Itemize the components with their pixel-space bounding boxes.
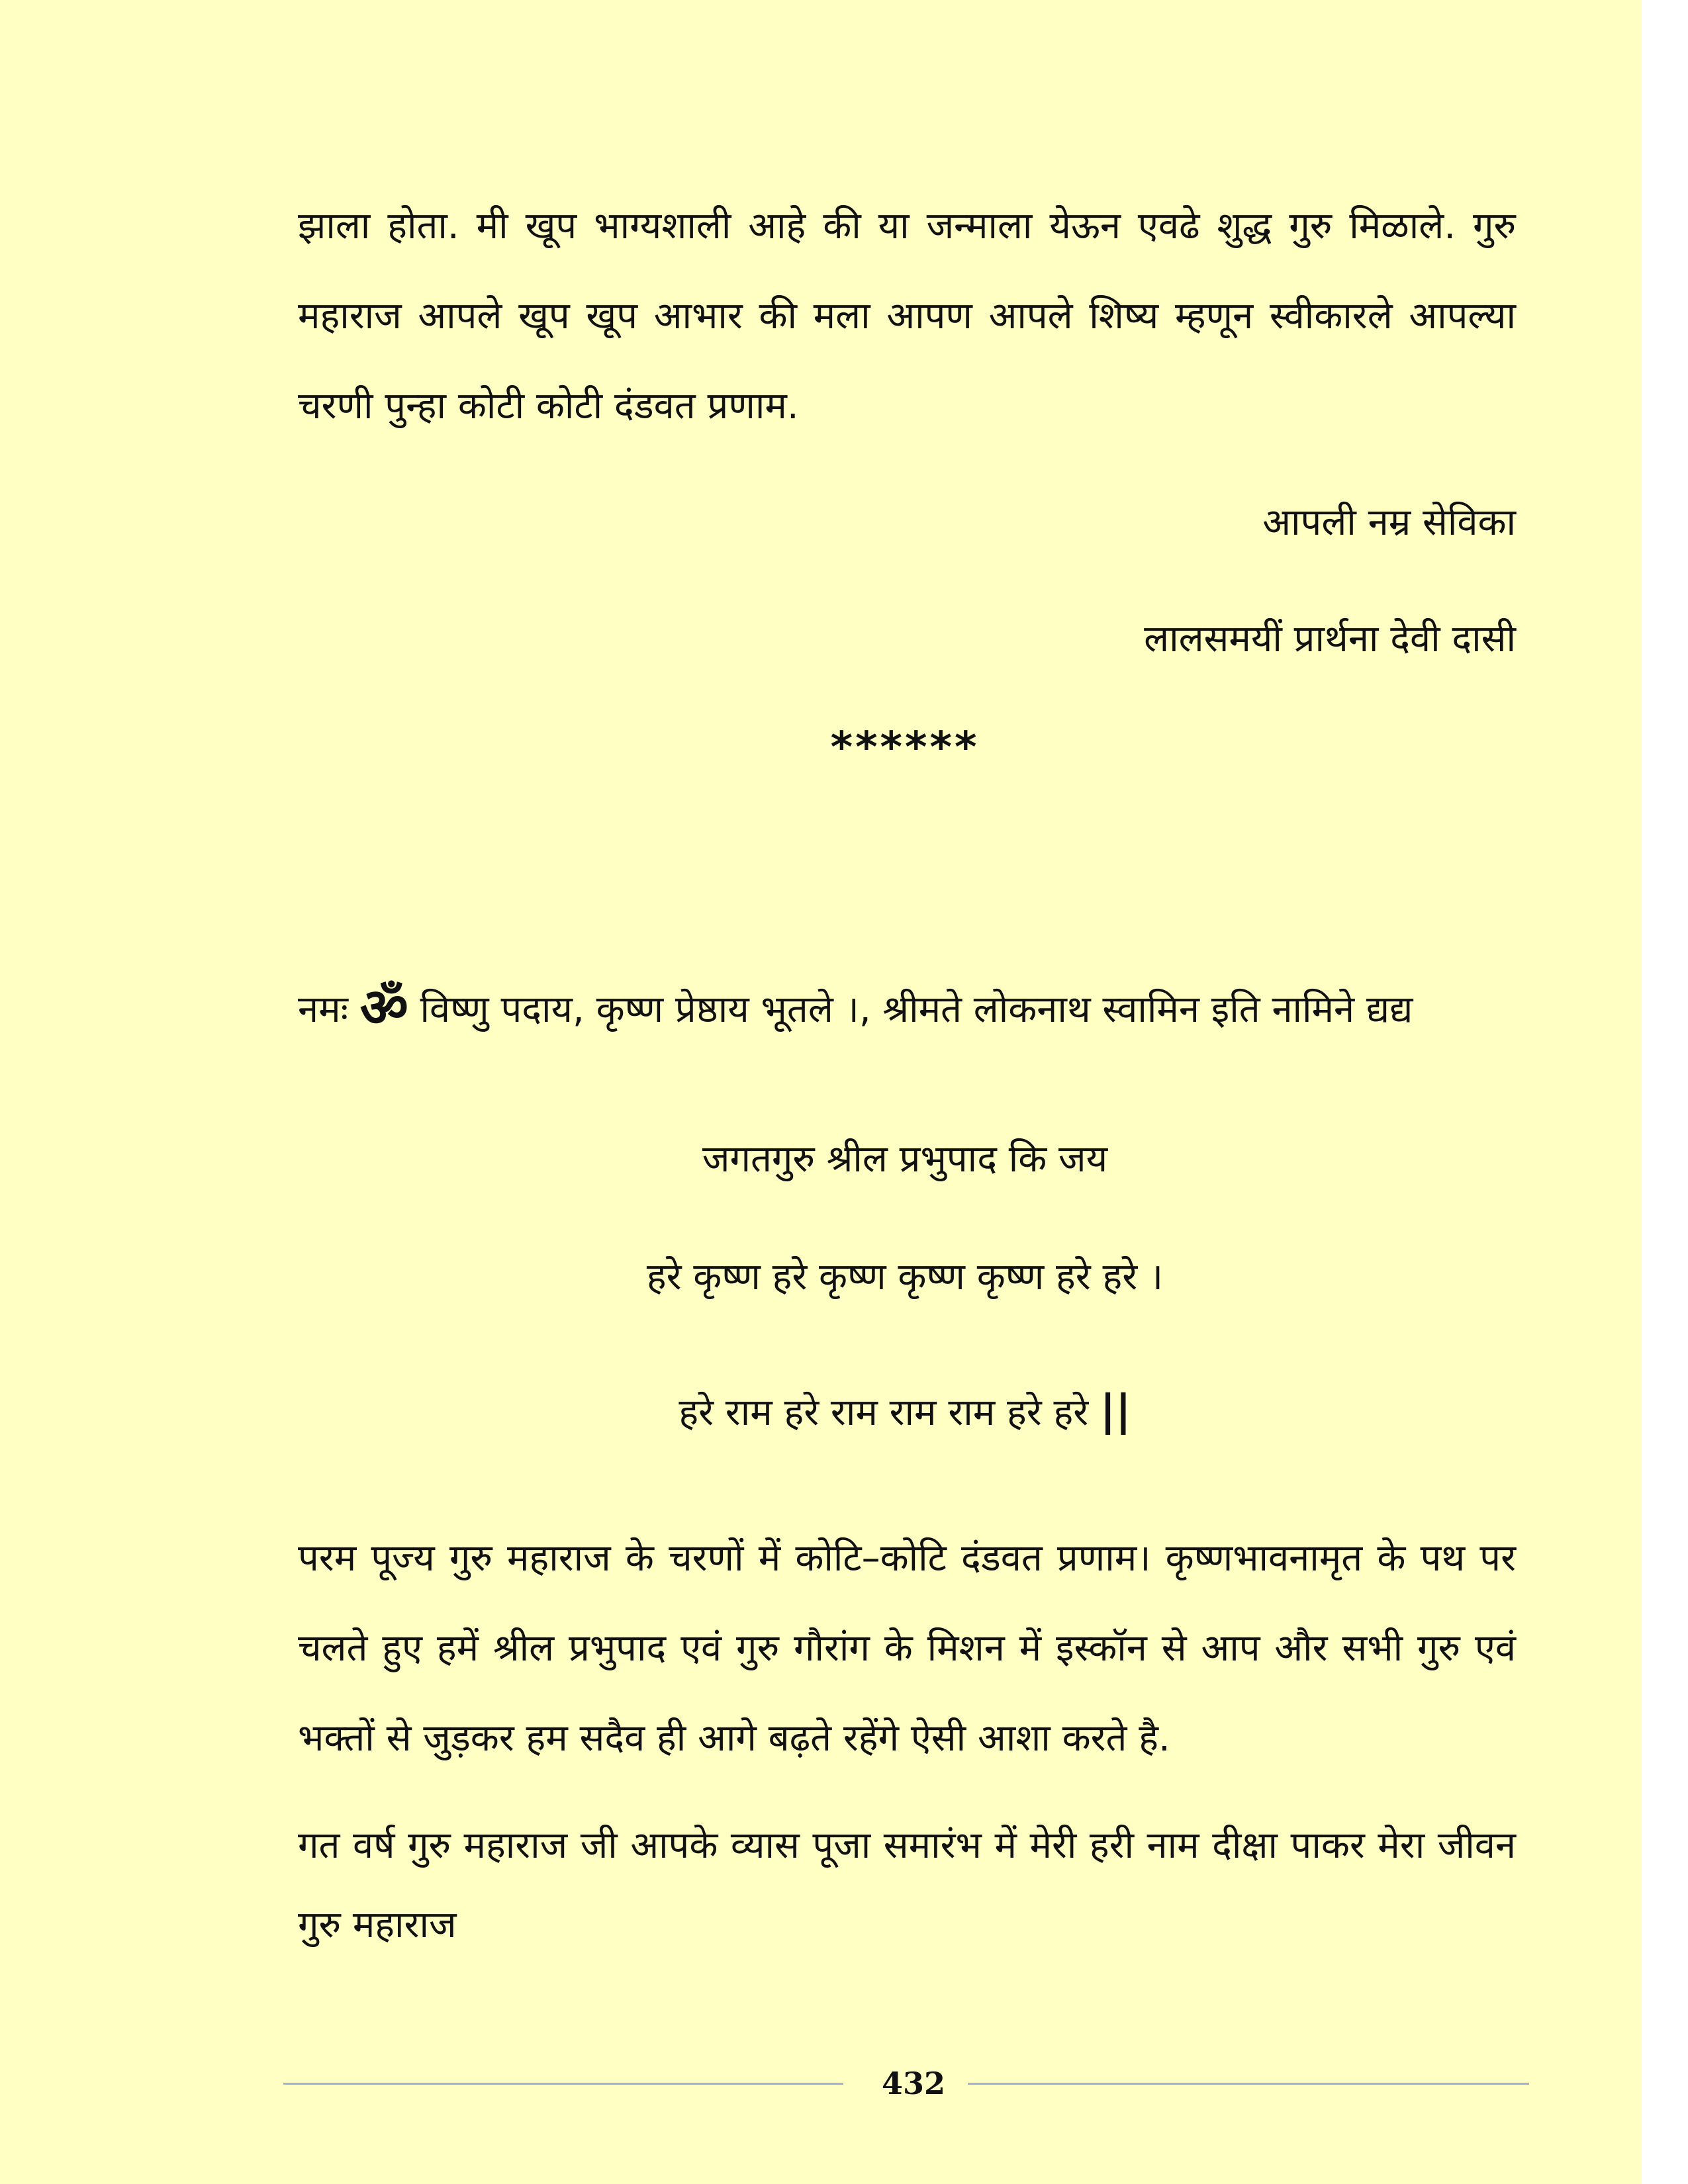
chant-line-1: जगतगुरु श्रील प्रभुपाद कि जय (702, 1138, 1108, 1181)
page-number: 432 (881, 2066, 946, 2101)
invocation-prefix: नमः (298, 988, 348, 1031)
double-danda-mark: || (1100, 1387, 1131, 1435)
invocation-line (298, 972, 1516, 1046)
paragraph-3: गत वर्ष गुरु महाराज जी आपके व्यास पूजा समारंभ में मेरी हरी नाम दीक्षा पाकर मेरा जीवन गुरु महाराज (298, 1824, 1516, 1946)
chant-line-2: हरे कृष्ण हरे कृष्ण कृष्ण कृष्ण हरे हरे । (646, 1255, 1164, 1298)
paragraph-2: परम पूज्य गुरु महाराज के चरणों में कोटि–कोटि दंडवत प्रणाम। कृष्णभावनामृत के पथ पर चलते हुए हमें श्रील प्रभुपाद एवं गुरु गौरांग के मिशन में इस्कॉन से आप और सभी गुरु एवं भक्तों से जुड़कर हम सदैव ही आगे बढ़ते रहेंगे ऐसी आशा करते है. (298, 1537, 1516, 1760)
signoff-line-1: आपली नम्र सेविका (1262, 501, 1516, 544)
footer-rule-left (283, 2083, 843, 2085)
chant-line-3-text: हरे राम हरे राम राम राम हरे हरे (679, 1391, 1089, 1434)
signoff-line-2: लालसमयीं प्रार्थना देवी दासी (1144, 617, 1516, 660)
chant-line-3 (0, 1385, 1688, 1439)
footer-rule-right (968, 2083, 1529, 2085)
invocation-text: विष्णु पदाय, कृष्ण प्रेष्ठाय भूतले ।, श्रीमते लोकनाथ स्वामिन इति नामिने द्यद्य (420, 988, 1413, 1031)
om-symbol: ॐ (359, 977, 408, 1038)
paragraph-continuation: झाला होता. मी खूप भाग्यशाली आहे की या जन्माला येऊन एवढे शुद्ध गुरु मिळाले. गुरु महाराज आपले खूप खूप आभार की मला आपण आपले शिष्य म्हणून स्वीकारले आपल्या चरणी पुन्हा कोटी कोटी दंडवत प्रणाम. (298, 205, 1516, 428)
section-separator: ****** (830, 723, 980, 772)
